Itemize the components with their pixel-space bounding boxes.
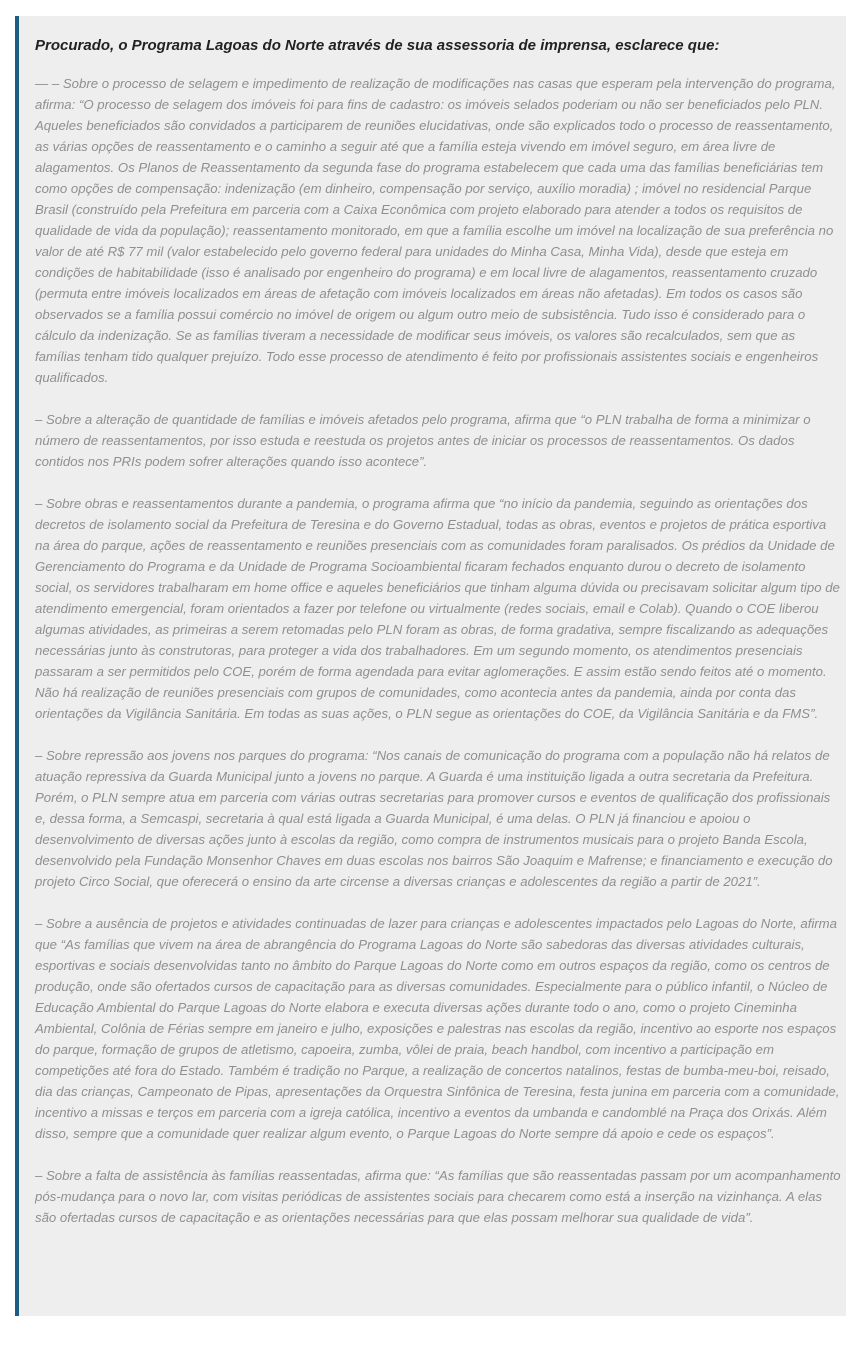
quote-block [15, 16, 846, 1316]
paragraph-assistance: – Sobre a falta de assistência às famílias reassentadas, afirma que: “As famílias que são reassentadas passam por um acompanhamento pós-mudança para o novo lar, com visitas periódicas de assistentes sociais para checarem como está a inserção na vizinhança. A elas são ofertadas cursos de capacitação e as orientações necessárias para que elas possam melhorar sua qualidade de vida”. [35, 1168, 841, 1225]
paragraph-family-count: – Sobre a alteração de quantidade de famílias e imóveis afetados pelo programa, afirma que “o PLN trabalha de forma a minimizar o número de reassentamentos, por isso estuda e reestuda os projetos antes de iniciar os processos de reassentamentos. Os dados contidos nos PRIs podem sofrer alterações quando isso acontece”. [35, 412, 811, 469]
paragraph-sealing: — – Sobre o processo de selagem e impedimento de realização de modificações nas casas que esperam pela intervenção do programa, afirma: “O processo de selagem dos imóveis foi para fins de cadastro: os imóveis selados poderiam ou não ser beneficiados pelo PLN. Aqueles beneficiados são convidados a participarem de reuniões elucidativas, onde são explicados todo o processo de reassentamento, as várias opções de reassentamento e o caminho a seguir até que a família esteja vivendo em imóvel seguro, em área livre de alagamentos. Os Planos de Reassentamento da segunda fase do programa estabelecem que cada uma das famílias beneficiárias tem como opções de compensação: indenização (em dinheiro, compensação por serviço, auxílio moradia) ; imóvel no residencial Parque Brasil (construído pela Prefeitura em parceria com a Caixa Econômica com projeto elaborado para atender a todos os requisitos de qualidade de vida da população); reassentamento monitorado, em que a família escolhe um imóvel na localização de sua preferência no valor de até R$ 77 mil (valor estabelecido pelo governo federal para unidades do Minha Casa, Minha Vida), desde que esteja em condições de habitabilidade (isso é analisado por engenheiro do programa) e em local livre de alagamentos, reassentamento cruzado (permuta entre imóveis localizados em áreas de afetação com imóveis localizados em áreas não afetadas). Em todos os casos são observados se a família possui comércio no imóvel de origem ou algum outro meio de subsistência. Tudo isso é considerado para o cálculo da indenização. Se as famílias tiveram a necessidade de modificar seus imóveis, os valores são recalculados, sem que as famílias tenham tido qualquer prejuízo. Todo esse processo de atendimento é feito por profissionais assistentes sociais e engenheiros qualificados. [35, 76, 836, 385]
paragraph-leisure: – Sobre a ausência de projetos e atividades continuadas de lazer para crianças e adolescentes impactados pelo Lagoas do Norte, afirma que “As famílias que vivem na área de abrangência do Programa Lagoas do Norte são sabedoras das diversas atividades culturais, esportivas e sociais desenvolvidas tanto no âmbito do Parque Lagoas do Norte como em outros espaços da região, como os centros de produção, onde são ofertados cursos de capacitação para as diversas comunidades. Especialmente para o público infantil, o Núcleo de Educação Ambiental do Parque Lagoas do Norte elabora e executa diversas ações durante todo o ano, como o projeto Cineminha Ambiental, Colônia de Férias sempre em janeiro e julho, exposições e palestras nas escolas da região, incentivo ao esporte nos espaços do parque, formação de grupos de atletismo, capoeira, zumba, vôlei de praia, beach handbol, com incentivo a participação em competições até fora do Estado. Também é tradição no Parque, a realização de concertos natalinos, festas de bumba-meu-boi, reisado, dia das crianças, Campeonato de Pipas, apresentações da Orquestra Sinfônica de Teresina, festa junina em parceria com a comunidade, incentivo a missas e terços em parceria com a igreja católica, incentivo a eventos da umbanda e candomblé na Praça dos Orixás. Além disso, sempre que a comunidade quer realizar algum evento, o Parque Lagoas do Norte sempre dá apoio e cede os espaços”. [35, 916, 840, 1141]
paragraph-pandemic: – Sobre obras e reassentamentos durante a pandemia, o programa afirma que “no início da pandemia, seguindo as orientações dos decretos de isolamento social da Prefeitura de Teresina e do Governo Estadual, todas as obras, eventos e projetos de prática esportiva na área do parque, ações de reassentamento e reuniões presenciais com as comunidades foram paralisados. Os prédios da Unidade de Gerenciamento do Programa e da Unidade de Programa Socioambiental ficaram fechados enquanto durou o decreto de isolamento social, os servidores trabalharam em home office e aqueles beneficiários que tinham alguma dúvida ou precisavam solicitar algum tipo de atendimento emergencial, foram orientados a fazer por telefone ou virtualmente (redes sociais, email e Colab). Quando o COE liberou algumas atividades, as primeiras a serem retomadas pelo PLN foram as obras, de forma gradativa, sempre fiscalizando as adequações necessárias junto às construtoras, para proteger a vida dos trabalhadores. Em um segundo momento, os atendimentos presenciais passaram a ser permitidos pelo COE, porém de forma agendada para evitar aglomerações. E assim estão sendo feitos até o momento. Não há realização de reuniões presenciais com grupos de comunidades, como acontecia antes da pandemia, ainda por conta das orientações da Vigilância Sanitária. Em todas as suas ações, o PLN segue as orientações do COE, da Vigilância Sanitária e da FMS”. [35, 496, 840, 721]
paragraph-repression: – Sobre repressão aos jovens nos parques do programa: “Nos canais de comunicação do programa com a população não há relatos de atuação repressiva da Guarda Municipal junto a jovens no parque. A Guarda é uma instituição ligada a outra secretaria da Prefeitura. Porém, o PLN sempre atua em parceria com várias outras secretarias para promover cursos e eventos de qualificação dos profissionais e, dessa forma, a Semcaspi, secretaria à qual está ligada a Guarda Municipal, é uma delas. O PLN já financiou e apoiou o desenvolvimento de diversas ações junto à escolas da região, como compra de instrumentos musicais para o projeto Banda Escola, desenvolvido pela Fundação Monsenhor Chaves em duas escolas nos bairros São Joaquim e Mafrense; e financiamento e execução do projeto Circo Social, que oferecerá o ensino da arte circense a diversas crianças e adolescentes da região a partir de 2021”. [35, 748, 833, 889]
lead-statement: Procurado, o Programa Lagoas do Norte através de sua assessoria de imprensa, esclarece que: [35, 37, 720, 54]
